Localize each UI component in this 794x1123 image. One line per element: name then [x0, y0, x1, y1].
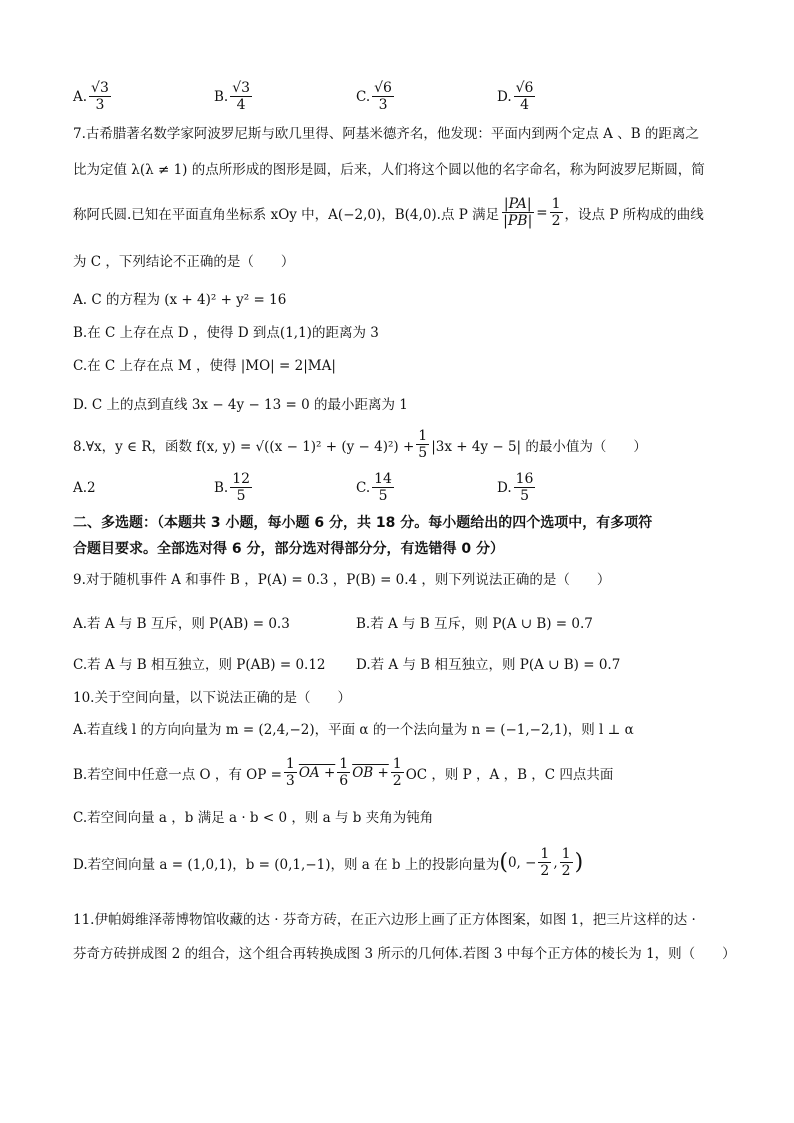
q7-option-b[interactable]: B.在 C 上存在点 D ，使得 D 到点(1,1)的距离为 3: [73, 325, 379, 341]
option-label: B.: [214, 88, 229, 105]
q6-option-c[interactable]: [356, 80, 396, 113]
left-paren: (: [499, 849, 508, 875]
q7-stem-text: ，设点 P 所构成的曲线: [564, 206, 704, 223]
q7-option-c[interactable]: C.在 C 上存在点 M ，使得 |MO| = 2|MA|: [73, 358, 336, 374]
q7-stem-line-2: 比为定值 λ(λ ≠ 1) 的点所形成的图形是圆，后来，人们将这个圆以他的名字命名，称为阿波罗尼斯圆，简: [73, 162, 705, 178]
fraction-numerator: 14: [374, 471, 392, 487]
ratio-numerator: |PA|: [503, 196, 532, 212]
vector-oa: OA +: [298, 764, 336, 781]
q8-option-c[interactable]: [356, 471, 396, 504]
fraction-denominator: 4: [520, 97, 530, 113]
fraction-numerator: 1: [392, 756, 402, 772]
option-text: B.若空间中任意一点 O ，有 OP =: [73, 766, 282, 783]
fraction-numerator: 16: [515, 471, 534, 487]
q10-stem: 10.关于空间向量，以下说法正确的是（ ）: [73, 690, 351, 706]
fraction-denominator: 6: [339, 773, 349, 789]
section-2-heading-line-2: 合题目要求。全部选对得 6 分，部分选对得部分分，有选错得 0 分）: [73, 541, 504, 557]
fraction-numerator: √6: [515, 80, 534, 96]
fraction-denominator: 2: [540, 863, 550, 879]
fraction-numerator: 1: [561, 846, 571, 862]
fraction-numerator: √3: [232, 80, 251, 96]
option-label: A.2: [73, 480, 96, 496]
q6-option-b[interactable]: [214, 80, 254, 113]
q7-stem-line-4: 为 C ，下列结论不正确的是（ ）: [73, 254, 295, 270]
q9-stem: 9.对于随机事件 A 和事件 B ，P(A) = 0.3 ，P(B) = 0.4 ，则下列说法正确的是（ ）: [73, 572, 611, 588]
fraction-denominator: 2: [551, 213, 561, 229]
q7-stem-text: 称阿氏圆.已知在平面直角坐标系 xOy 中，A(−2,0)，B(4,0).点 P 满足: [73, 206, 500, 223]
q6-option-d[interactable]: [497, 80, 537, 113]
q10-option-b[interactable]: [73, 756, 613, 789]
right-paren: ): [574, 849, 584, 875]
q7-option-d[interactable]: D. C 上的点到直线 3x − 4y − 13 = 0 的最小距离为 1: [73, 397, 408, 413]
fraction-denominator: 3: [378, 97, 388, 113]
section-2-heading-line-1: 二、多选题：（本题共 3 小题，每小题 6 分，共 18 分。每小题给出的四个选项中，有多项符: [73, 515, 653, 531]
q7-stem-line-3: [73, 196, 704, 229]
vector-ob: OB +: [352, 764, 389, 781]
option-text: D.若空间向量 a = (1,0,1)，b = (0,1,−1)，则 a 在 b 上的投影向量为: [73, 856, 500, 873]
fraction-numerator: 12: [232, 471, 251, 487]
fraction-denominator: 2: [392, 773, 402, 789]
fraction-denominator: 4: [236, 97, 246, 113]
fraction-denominator: 3: [95, 97, 105, 113]
option-label: C.: [356, 479, 371, 496]
q8-stem: [73, 428, 647, 461]
ratio-denominator: |PB|: [503, 213, 533, 229]
option-text: 0, −: [507, 854, 537, 871]
q8-stem-text: 8.∀x，y ∈ R，函数 f(x, y) = √((x − 1)² + (y − 4)²) +: [73, 438, 415, 455]
q10-option-a[interactable]: A.若直线 l 的方向向量为 m = (2,4,−2)，平面 α 的一个法向量为 n = (−1,−2,1)，则 l ⊥ α: [73, 722, 634, 738]
q11-stem-line-1: 11.伊帕姆维泽蒂博物馆收藏的达 · 芬奇方砖，在正六边形上画了正方体图案，如图 1，把三片这样的达 ·: [73, 912, 696, 928]
q10-option-d[interactable]: [73, 846, 583, 879]
q9-option-b[interactable]: B.若 A 与 B 互斥，则 P(A ∪ B) = 0.7: [356, 616, 593, 632]
q10-option-c[interactable]: C.若空间向量 a ，b 满足 a · b < 0 ，则 a 与 b 夹角为钝角: [73, 810, 434, 826]
option-text: ,: [553, 854, 558, 871]
option-label: A.: [73, 88, 88, 105]
q7-stem-line-1: 7.古希腊著名数学家阿波罗尼斯与欧几里得、阿基米德齐名，他发现：平面内到两个定点 A 、B 的距离之: [73, 126, 699, 142]
fraction-denominator: 5: [378, 488, 388, 504]
fraction-numerator: 1: [540, 846, 550, 862]
q9-option-c[interactable]: C.若 A 与 B 相互独立，则 P(AB) = 0.12: [73, 657, 326, 673]
option-text: OC ，则 P ，A ，B ，C 四点共面: [405, 766, 614, 783]
q8-option-a[interactable]: [73, 471, 96, 505]
option-label: D.: [497, 479, 512, 496]
equals-sign: =: [536, 204, 548, 221]
fraction-numerator: 1: [285, 756, 295, 772]
q7-option-a[interactable]: A. C 的方程为 (x + 4)² + y² = 16: [73, 292, 287, 308]
option-label: C.: [356, 88, 371, 105]
q9-option-d[interactable]: D.若 A 与 B 相互独立，则 P(A ∪ B) = 0.7: [356, 657, 621, 673]
fraction-denominator: 5: [236, 488, 246, 504]
q8-option-d[interactable]: [497, 471, 537, 504]
fraction-numerator: √6: [374, 80, 392, 96]
q8-option-b[interactable]: [214, 471, 254, 504]
fraction-denominator: 2: [561, 863, 571, 879]
fraction-denominator: 5: [520, 488, 530, 504]
fraction-denominator: 5: [418, 445, 428, 461]
option-label: D.: [497, 88, 512, 105]
q9-option-a[interactable]: A.若 A 与 B 互斥，则 P(AB) = 0.3: [73, 616, 290, 632]
fraction-numerator: √3: [91, 80, 109, 96]
fraction-numerator: 1: [551, 196, 561, 212]
fraction-numerator: 1: [339, 756, 349, 772]
q11-stem-line-2: 芬奇方砖拼成图 2 的组合，这个组合再转换成图 3 所示的几何体.若图 3 中每个正方体的棱长为 1，则（ ）: [73, 946, 736, 962]
fraction-numerator: 1: [418, 428, 428, 444]
fraction-denominator: 3: [285, 773, 295, 789]
q8-stem-text: |3x + 4y − 5| 的最小值为（ ）: [431, 438, 647, 455]
option-label: B.: [214, 479, 229, 496]
q6-option-a[interactable]: [73, 80, 113, 113]
